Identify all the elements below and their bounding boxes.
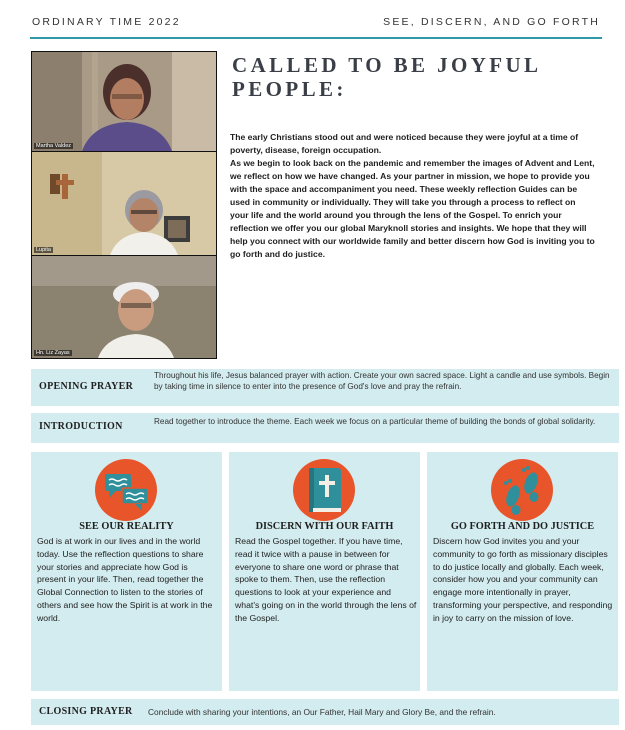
video-tile-1 (31, 51, 217, 152)
discern-with-faith-panel (229, 452, 420, 691)
intro-paragraph-2: As we begin to look back on the pandemic and remember the images of Advent and Lent, we reflect on how we have changed. As your partner in mission, we hope to provide you with the space and accompaniment you need. These weekly reflection Guides can be used in community or individually. They will take you through a process to reflect on your life and the world around you through the lens of the Gospel. To enrich your reflection we offer you our global Maryknoll stories and insights. We hope that they will help you connect with our worldwide family and better discern how God is inviting you to go forth and do justice. (230, 158, 595, 259)
participant-photo-2 (32, 152, 216, 255)
opening-prayer-band (31, 369, 619, 406)
see-our-reality-panel (31, 452, 222, 691)
closing-prayer-label: CLOSING PRAYER (39, 706, 133, 717)
go-forth-body: Discern how God invites you and your community to go forth as missionary disciples to do justice locally and globally. Each week, consider how you and your community can engage more intentionally in prayer, transforming your perspective, and responding in joy to carry on the mission of love. (433, 536, 613, 623)
header-divider (30, 37, 602, 39)
participant-photo-1 (32, 52, 216, 151)
footprints-icon (490, 458, 554, 522)
opening-prayer-label: OPENING PRAYER (39, 381, 134, 392)
video-tile-3 (31, 255, 217, 359)
discern-body: Read the Gospel together. If you have time, read it twice with a pause in between for everyone to share one word or phrase that spoke to them. Then, use the reflection questions to look at your experience and what's going on in the world through the lens of the Gospel. (235, 536, 417, 623)
chat-bubbles-icon (94, 458, 158, 522)
participant-photo-3 (32, 256, 216, 358)
introduction-label: INTRODUCTION (39, 421, 123, 432)
participant-name-1: Martha Valdez (36, 143, 72, 149)
closing-prayer-text: Conclude with sharing your intentions, an Our Father, Hail Mary and Glory Be, and the refrain. (148, 707, 496, 717)
participant-name-2: Lupita (36, 247, 51, 253)
page-title: CALLED TO BE JOYFUL PEOPLE: (232, 53, 541, 101)
see-heading: SEE OUR REALITY (79, 521, 174, 532)
video-tile-2 (31, 151, 217, 256)
introduction-band (31, 413, 619, 443)
discern-heading: DISCERN WITH OUR FAITH (255, 521, 394, 532)
header-theme: SEE, DISCERN, AND GO FORTH (383, 16, 600, 28)
go-forth-panel (427, 452, 618, 691)
intro-paragraph-1: The early Christians stood out and were noticed because they were joyful at a time of poverty, disease, foreign occupation. (230, 132, 579, 155)
introduction-text: Read together to introduce the theme. Each week we focus on a particular theme of building the bonds of global solidarity. (154, 417, 596, 426)
go-forth-heading: GO FORTH AND DO JUSTICE (450, 521, 595, 532)
see-body: God is at work in our lives and in the world today. Use the reflection questions to share your stories and appreciate how God is present in your life. Then, read together the Global Connection to listen to the stories of others and see how the Spirit is at work in the world. (37, 536, 213, 623)
closing-prayer-band (31, 699, 619, 725)
header-season: ORDINARY TIME 2022 (32, 16, 181, 28)
participant-name-3: Hn. Liz Zayas (36, 350, 70, 356)
intro-text (230, 131, 596, 261)
opening-prayer-text: Throughout his life, Jesus balanced prayer with action. Create your own sacred space. Light a candle and use symbols. Begin by taking time in silence to enter into the presence of God's love and pray the refrain. (154, 371, 610, 391)
bible-icon (292, 458, 356, 522)
page-header (32, 14, 600, 34)
